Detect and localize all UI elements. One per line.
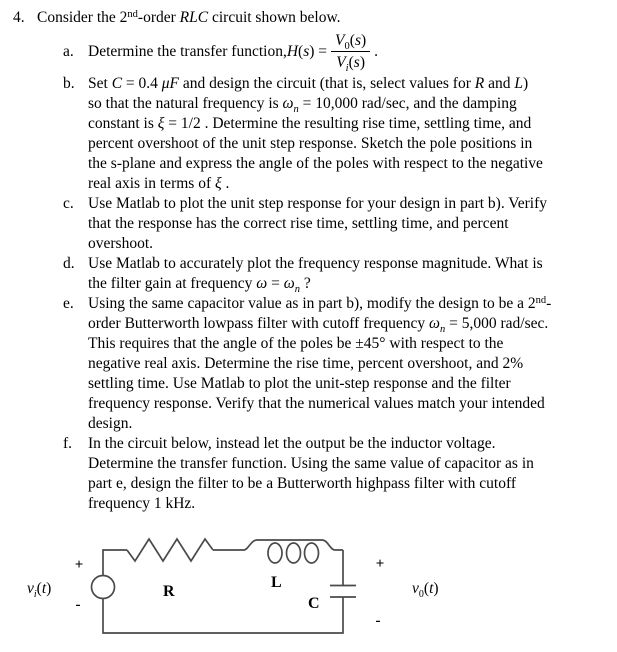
text-run: n [294,284,300,295]
problem-part [13,254,617,294]
output-voltage-label [412,580,439,600]
text-run: design. [88,415,133,432]
text-line [88,31,378,72]
circuit-wiring [92,539,357,633]
text-run: This requires that the angle of the poles be ±45° with respect to the [88,335,504,352]
part-body [88,254,543,294]
text-run: frequency response. Verify that the numerical values match your intended [88,395,545,412]
text-run: percent overshoot of the unit step response. Sketch the pole positions in [88,135,533,152]
text-run: R [474,75,485,92]
text-line [88,294,551,314]
text-run: . [221,175,230,192]
output-plus-sign: + [375,556,385,572]
text-run: ( [36,580,42,597]
problem-part [13,74,617,194]
text-run: that the response has the correct rise time, settling time, and percent [88,215,509,232]
fraction [331,31,370,72]
text-run: t [41,580,47,597]
voltage-source-symbol [92,576,115,599]
text-run: In the circuit below, instead let the output be the inductor voltage. [88,435,496,452]
text-run: ω [283,275,295,292]
text-run: n [293,104,299,115]
text-run: 0 [418,589,424,600]
text-run: = 10,000 rad/sec, and the damping [298,95,517,112]
text-run: overshoot. [88,235,154,252]
text-run: ξ [214,175,222,192]
part-label: d. [63,255,75,272]
text-run: constant is [88,115,158,132]
text-run: Use Matlab to plot the unit step response for your design in part b). Verify [88,195,548,212]
problem-part [13,194,617,254]
text-run: circuit shown below. [208,9,341,26]
text-run: L [514,75,523,92]
text-run: ω [256,275,268,292]
input-voltage-label [27,580,51,600]
text-run: i [33,589,37,600]
text-run: settling time. Use Matlab to plot the unit-step response and the filter [88,375,511,392]
text-line [88,454,534,474]
text-line [88,254,543,274]
resistor-symbol [127,539,213,561]
text-line [88,374,551,394]
text-run: -order [137,9,180,26]
text-run: 0 [344,41,350,52]
text-run: ( [349,32,355,49]
text-run: Determine the transfer function. Using the same value of capacitor as in [88,455,534,472]
text-run: i [345,63,349,74]
text-line [88,394,551,414]
text-run: Using the same capacitor value as in part b), modify the design to be a 2 [88,295,536,312]
text-run: the filter gain at frequency [88,275,257,292]
text-run: t [429,580,434,597]
capacitor-symbol [330,586,356,598]
text-line [88,474,534,494]
text-run: = 5,000 rad/sec. [445,315,549,332]
text-run: C [111,75,123,92]
fraction-numerator [331,31,370,52]
text-run: Determine the transfer function, [88,42,287,60]
circuit-diagram [0,500,617,652]
text-run: order Butterworth lowpass filter with cutoff frequency [88,315,430,332]
text-run: s [354,32,361,49]
text-run: n [440,324,446,335]
output-minus-sign: - [375,613,381,629]
text-run: ω [429,315,440,332]
text-run: the s-plane and express the angle of the poles with respect to the negative [88,155,543,172]
text-run: . [374,42,379,60]
text-run: v [27,580,34,597]
part-label: e. [63,295,74,312]
text-line [88,274,543,294]
capacitor-label: C [308,595,320,612]
text-run: and [484,75,515,92]
text-run: frequency 1 kHz. [88,495,196,512]
text-line [88,154,543,174]
text-line [88,134,543,154]
text-line [88,334,551,354]
text-run: V [336,54,346,71]
text-run: nd [127,9,138,20]
text-run: = [267,275,284,292]
problem-number: 4. [13,9,25,26]
part-label: b. [63,75,75,92]
parts [13,31,617,514]
text-run: ) = [309,42,328,60]
text-run: s [353,54,360,71]
text-line [88,434,534,454]
text-run: ( [423,580,430,597]
source-plus-sign: + [74,557,84,573]
wire-top-left [103,550,127,576]
text-run: Use Matlab to accurately plot the frequency response magnitude. What is [88,255,543,272]
text-run: ) [433,580,439,597]
part-label: c. [63,195,74,212]
inductor-loop [268,543,282,563]
text-run: real axis in terms of [88,175,215,192]
inductor-loop [305,543,319,563]
text-line [88,174,543,194]
text-run: s [303,42,310,60]
text-line [88,114,543,134]
text-run: and design the circuit (that is, select values for [179,75,475,92]
text-run: nd [535,295,547,306]
source-minus-sign: - [75,597,81,613]
text-line [88,314,551,334]
text-run: ) [360,32,367,49]
text-run: RLC [179,9,209,26]
resistor-label: R [163,583,175,600]
text-run: H [286,42,299,60]
part-body [88,194,547,254]
part-body [88,74,543,194]
text-run: part e, design the filter to be a Butterworth highpass filter with cutoff [88,475,517,492]
text-line [88,414,551,434]
part-body [88,31,378,72]
text-run: = 1/2 . Determine the resulting rise time, settling time, and [164,115,532,132]
text-run: negative real axis. Determine the rise time, percent overshoot, and 2% [88,355,524,372]
problem-title [37,8,341,28]
text-run: ( [348,54,354,71]
text-run: V [335,32,345,49]
text-run: ? [299,275,311,292]
text-run: Consider the 2 [37,9,128,26]
text-run: ω [282,95,294,112]
text-run: μF [161,75,180,92]
text-run: - [546,295,552,312]
wire-bottom [103,597,343,633]
text-line [88,234,547,254]
fraction-denominator [332,52,369,72]
text-run: ( [298,42,304,60]
text-run: ) [359,54,365,71]
text-line [88,214,547,234]
part-label: a. [63,42,74,60]
text-run: ξ [157,115,165,132]
text-line [88,354,551,374]
problem-part [13,31,617,72]
problem-heading [13,8,617,28]
text-line [88,74,543,94]
part-body [88,294,551,434]
text-run: Set [88,75,112,92]
text-run: so that the natural frequency is [88,95,283,112]
text-run: = 0.4 [122,75,162,92]
text-run: ) [46,580,52,597]
text-line [88,94,543,114]
part-label: f. [63,435,73,452]
problem-part [13,294,617,434]
inductor-symbol [244,540,343,550]
inductor-label: L [271,574,282,591]
text-run: v [412,580,419,597]
text-run: ) [522,75,529,92]
text-line [88,194,547,214]
inductor-loop [287,543,301,563]
